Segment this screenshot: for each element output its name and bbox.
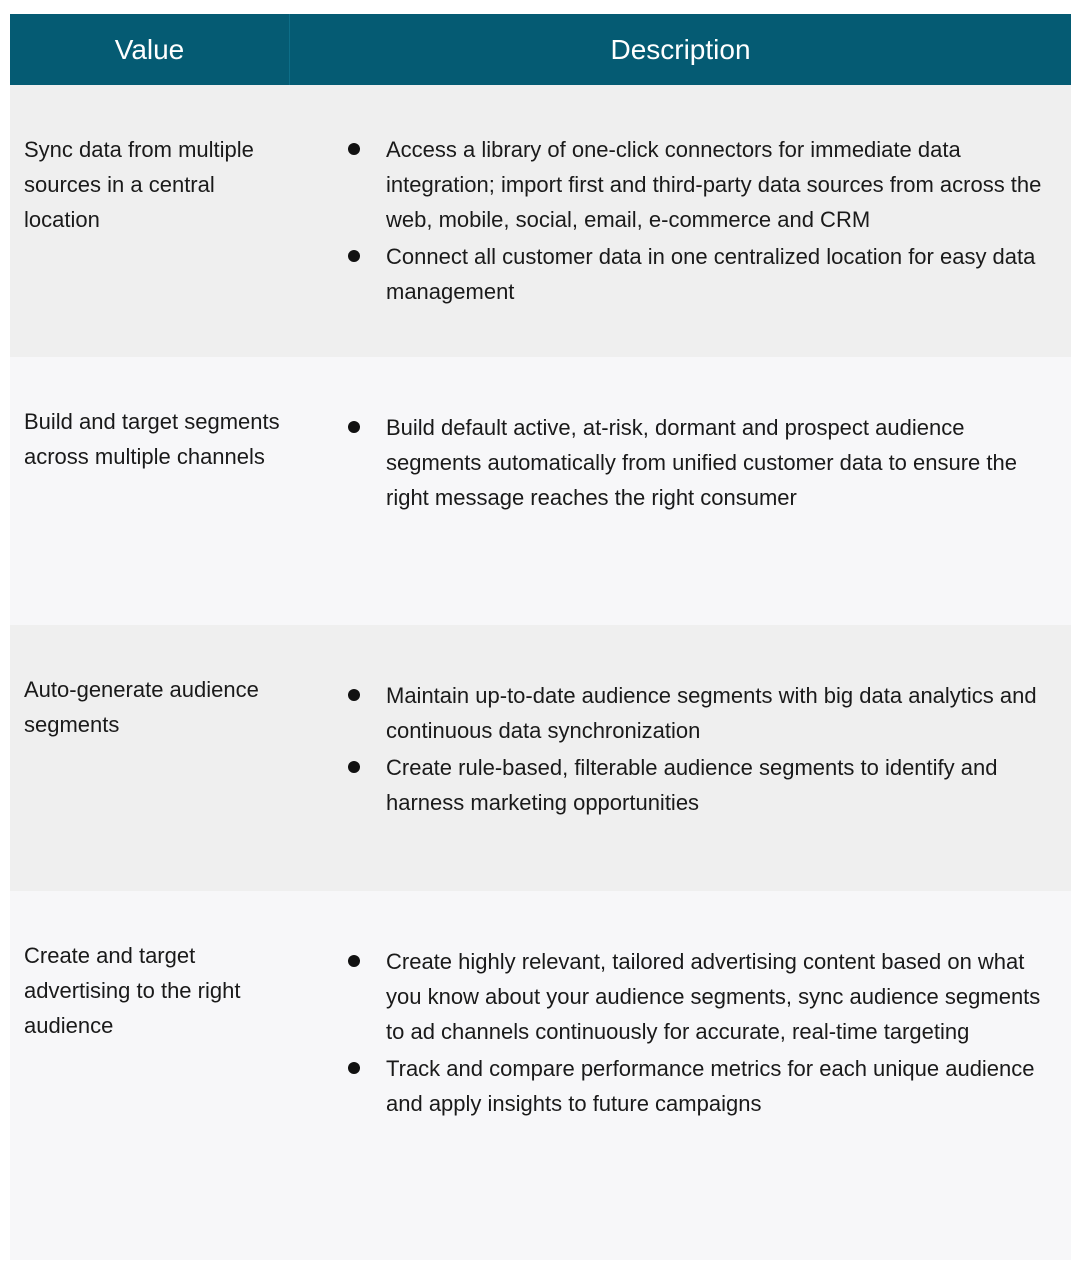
bullet-icon <box>348 250 360 262</box>
list-item <box>290 944 1061 1049</box>
header-value: Value <box>10 14 290 85</box>
bullet-list <box>290 944 1061 1121</box>
bullet-icon <box>348 761 360 773</box>
list-item <box>290 132 1061 237</box>
bullet-list <box>290 132 1061 309</box>
bullet-text: Connect all customer data in one centralized location for easy data management <box>386 244 1036 304</box>
list-item <box>290 750 1061 820</box>
bullet-icon <box>348 143 360 155</box>
bullet-icon <box>348 1062 360 1074</box>
bullet-icon <box>348 689 360 701</box>
table-row <box>10 891 1071 1260</box>
bullet-text: Access a library of one-click connectors for immediate data integration; import first and third-party data sources from across the web, mobile, social, email, e-commerce and CRM <box>386 137 1042 232</box>
value-description-table <box>10 14 1071 1260</box>
bullet-icon <box>348 421 360 433</box>
table-row <box>10 85 1071 357</box>
table-row <box>10 357 1071 625</box>
list-item <box>290 1051 1061 1121</box>
bullet-list <box>290 678 1061 820</box>
bullet-text: Build default active, at-risk, dormant and prospect audience segments automatically from unified customer data to ensure the right message reaches the right consumer <box>386 415 1017 510</box>
list-item <box>290 410 1061 515</box>
list-item <box>290 239 1061 309</box>
bullet-text: Maintain up-to-date audience segments with big data analytics and continuous data synchronization <box>386 683 1037 743</box>
bullet-list <box>290 410 1061 515</box>
description-cell <box>290 625 1071 891</box>
table-header <box>10 14 1071 85</box>
value-cell: Sync data from multiple sources in a central location <box>24 137 254 232</box>
description-cell <box>290 891 1071 1260</box>
bullet-text: Track and compare performance metrics for each unique audience and apply insights to future campaigns <box>386 1056 1035 1116</box>
bullet-icon <box>348 955 360 967</box>
value-cell: Create and target advertising to the right audience <box>24 943 241 1038</box>
description-cell <box>290 85 1071 357</box>
description-cell <box>290 357 1071 625</box>
bullet-text: Create rule-based, filterable audience segments to identify and harness marketing opportunities <box>386 755 998 815</box>
bullet-text: Create highly relevant, tailored advertising content based on what you know about your audience segments, sync audience segments to ad channels continuously for accurate, real-time targeting <box>386 949 1041 1044</box>
value-cell: Build and target segments across multiple channels <box>24 409 280 469</box>
value-cell: Auto-generate audience segments <box>24 677 259 737</box>
table-row <box>10 625 1071 891</box>
header-description: Description <box>610 33 751 65</box>
list-item <box>290 678 1061 748</box>
